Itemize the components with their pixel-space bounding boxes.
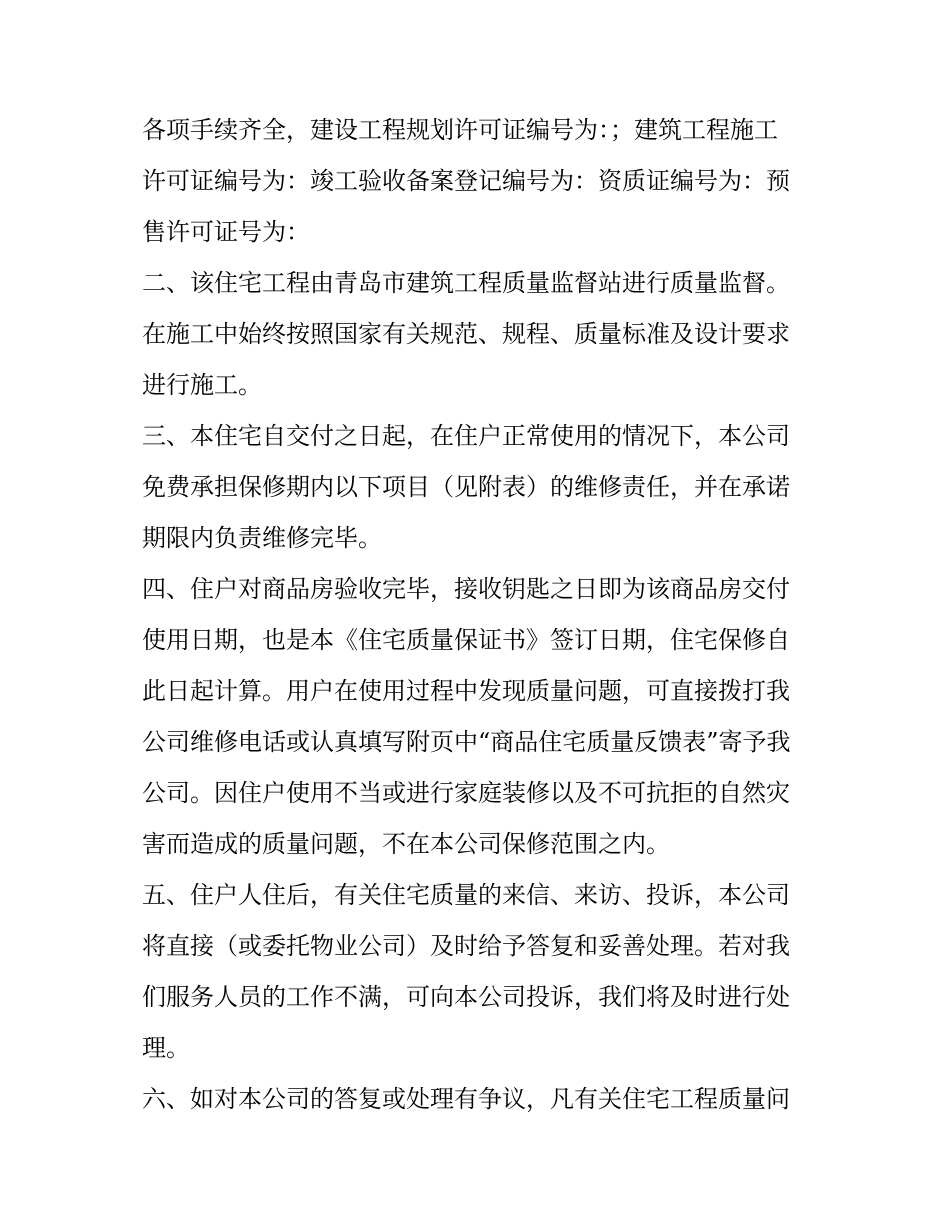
text-line: 五、住户人住后，有关住宅质量的来信、来访、投诉，本公司 bbox=[142, 881, 790, 909]
text-line: 售许可证号为： bbox=[142, 218, 310, 246]
text-line: 公司维修电话或认真填写附页中“商品住宅质量反馈表”寄予我 bbox=[142, 728, 791, 756]
text-line: 们服务人员的工作不满，可向本公司投诉，我们将及时进行处 bbox=[142, 983, 790, 1011]
text-line: 许可证编号为：竣工验收备案登记编号为：资质证编号为：预 bbox=[142, 167, 790, 195]
text-line: 此日起计算。用户在使用过程中发现质量问题，可直接拨打我 bbox=[142, 677, 790, 705]
text-line: 期限内负责维修完毕。 bbox=[142, 524, 382, 552]
text-line: 二、该住宅工程由青岛市建筑工程质量监督站进行质量监督。 bbox=[142, 269, 790, 297]
text-line: 将直接（或委托物业公司）及时给予答复和妥善处理。若对我 bbox=[142, 932, 790, 960]
text-line: 免费承担保修期内以下项目（见附表）的维修责任，并在承诺 bbox=[142, 473, 790, 501]
text-line: 各项手续齐全，建设工程规划许可证编号为：；建筑工程施工 bbox=[142, 116, 778, 144]
text-line: 使用日期，也是本《住宅质量保证书》签订日期，住宅保修自 bbox=[142, 626, 790, 654]
text-line: 在施工中始终按照国家有关规范、规程、质量标准及设计要求 bbox=[142, 320, 790, 348]
text-line: 进行施工。 bbox=[142, 371, 262, 399]
text-line: 三、本住宅自交付之日起，在住户正常使用的情况下，本公司 bbox=[142, 422, 790, 450]
text-line: 六、如对本公司的答复或处理有争议，凡有关住宅工程质量问 bbox=[142, 1085, 790, 1113]
text-line: 四、住户对商品房验收完毕，接收钥匙之日即为该商品房交付 bbox=[142, 575, 790, 603]
text-line: 理。 bbox=[142, 1034, 190, 1062]
text-line: 害而造成的质量问题，不在本公司保修范围之内。 bbox=[142, 830, 670, 858]
text-line: 公司。因住户使用不当或进行家庭装修以及不可抗拒的自然灾 bbox=[142, 779, 790, 807]
